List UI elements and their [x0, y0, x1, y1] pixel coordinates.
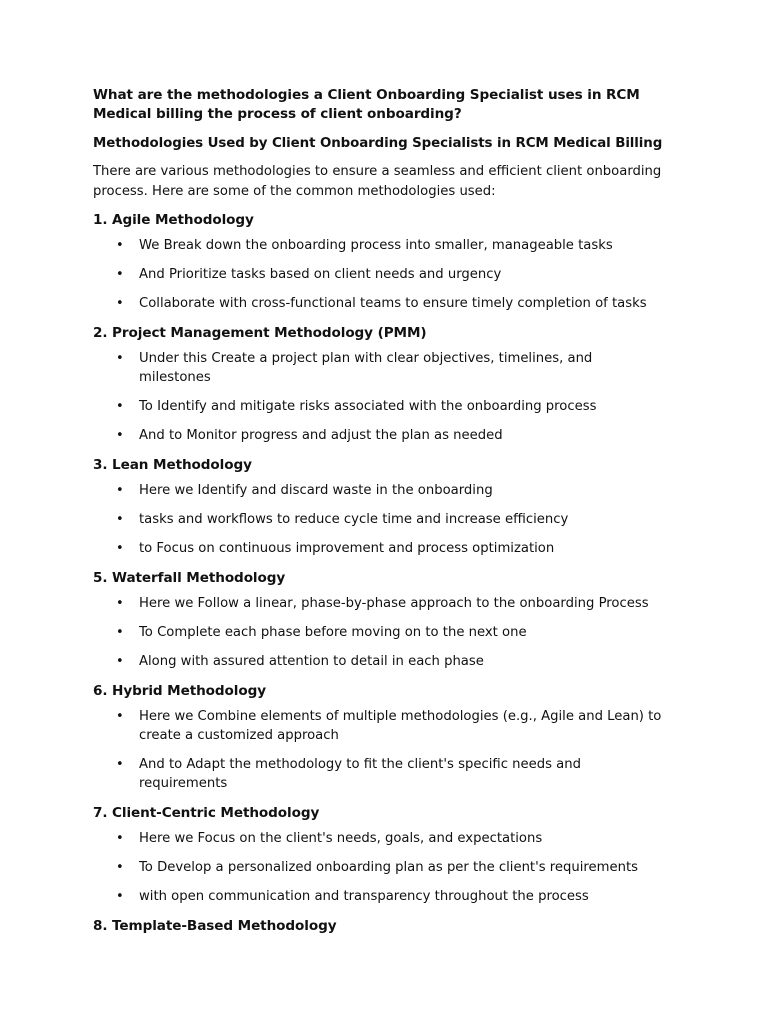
section-heading: 2. Project Management Methodology (PMM) — [93, 325, 427, 341]
question-title: What are the methodologies a Client Onboarding Specialist uses in RCM Medical billing the process of client onboarding? — [93, 87, 640, 122]
list-item: • to Focus on continuous improvement and process optimization — [93, 539, 663, 558]
section-heading: 8. Template-Based Methodology — [93, 918, 337, 934]
list-item: • And to Monitor progress and adjust the plan as needed — [93, 426, 663, 445]
list-item: • And Prioritize tasks based on client needs and urgency — [93, 265, 663, 284]
list-item: • To Complete each phase before moving on to the next one — [93, 623, 663, 642]
list-item: • with open communication and transparency throughout the process — [93, 887, 663, 906]
section-heading: 1. Agile Methodology — [93, 212, 254, 228]
document-subtitle: Methodologies Used by Client Onboarding Specialists in RCM Medical Billing — [93, 136, 663, 151]
section-heading: 5. Waterfall Methodology — [93, 570, 286, 586]
list-item: • Here we Combine elements of multiple methodologies (e.g., Agile and Lean) to create a customized approach — [93, 707, 663, 745]
bullet-list — [93, 349, 663, 445]
list-item: • We Break down the onboarding process into smaller, manageable tasks — [93, 236, 663, 255]
bullet-list — [93, 829, 663, 906]
section-heading: 7. Client-Centric Methodology — [93, 805, 320, 821]
bullet-list — [93, 236, 663, 313]
list-item: • To Identify and mitigate risks associated with the onboarding process — [93, 397, 663, 416]
list-item: • Here we Identify and discard waste in the onboarding — [93, 481, 663, 500]
list-item: • Here we Follow a linear, phase-by-phase approach to the onboarding Process — [93, 594, 663, 613]
list-item: • Along with assured attention to detail in each phase — [93, 652, 663, 671]
bullet-list — [93, 594, 663, 671]
section-heading: 3. Lean Methodology — [93, 457, 252, 473]
section-heading: 6. Hybrid Methodology — [93, 683, 266, 699]
list-item: • Collaborate with cross-functional teams to ensure timely completion of tasks — [93, 294, 663, 313]
intro-paragraph: There are various methodologies to ensure a seamless and efficient client onboarding process. Here are some of the common methodologies used: — [93, 164, 662, 199]
bullet-list — [93, 707, 663, 793]
list-item: • Under this Create a project plan with clear objectives, timelines, and milestones — [93, 349, 663, 387]
list-item: • To Develop a personalized onboarding plan as per the client's requirements — [93, 858, 663, 877]
bullet-list — [93, 481, 663, 558]
document-page — [93, 86, 663, 942]
list-item: • tasks and workflows to reduce cycle time and increase efficiency — [93, 510, 663, 529]
list-item: • And to Adapt the methodology to fit the client's specific needs and requirements — [93, 755, 663, 793]
list-item: • Here we Focus on the client's needs, goals, and expectations — [93, 829, 663, 848]
methodology-sections — [93, 210, 663, 936]
